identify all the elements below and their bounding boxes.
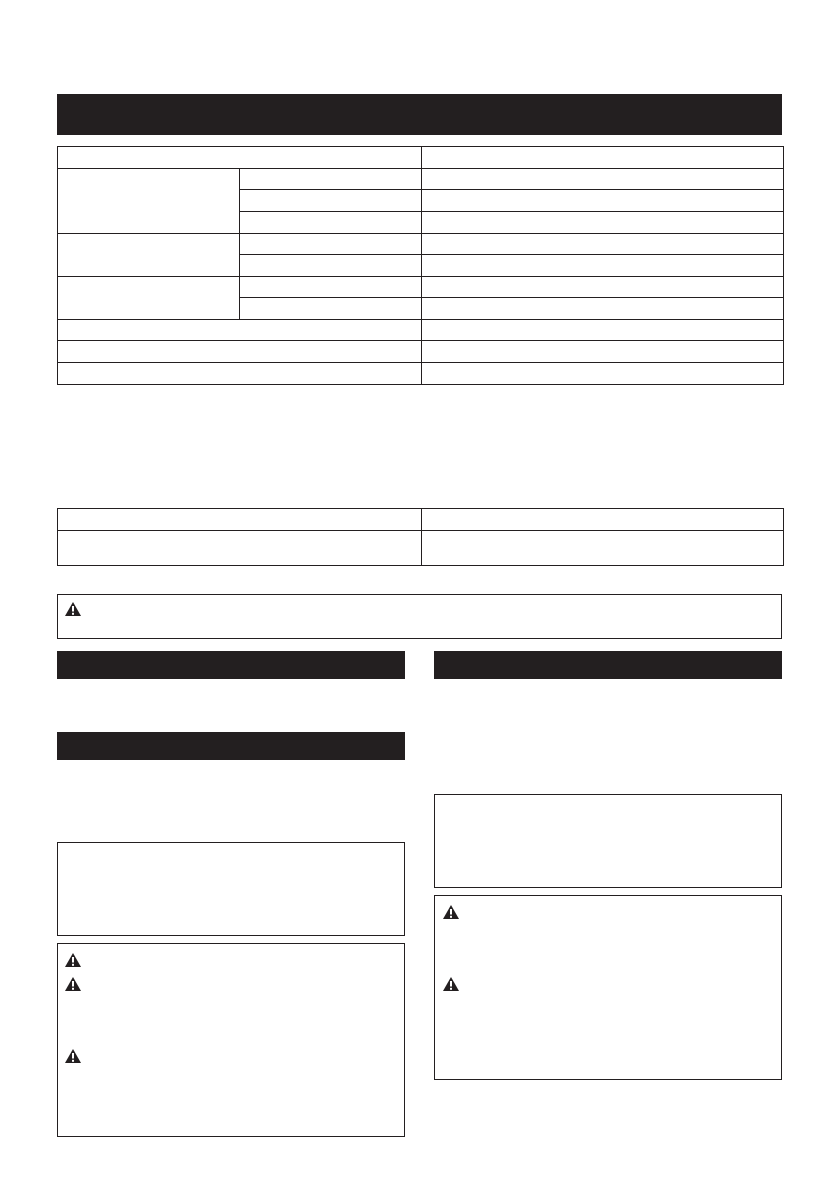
table-row — [58, 363, 784, 385]
left-warning-box — [57, 943, 405, 1137]
right-section-header — [434, 651, 782, 679]
table-row — [58, 234, 784, 255]
left-note-box — [57, 842, 405, 936]
spec-value — [422, 234, 784, 255]
right-warning-box — [434, 895, 782, 1080]
table-row — [58, 277, 784, 298]
spec-sub-label — [240, 169, 422, 190]
spec-sub-label — [240, 190, 422, 212]
spec-sub-label — [240, 298, 422, 320]
spec-sub-label — [240, 212, 422, 234]
secondary-label — [58, 531, 422, 566]
warning-banner — [57, 594, 782, 639]
table-row — [58, 169, 784, 190]
spec-group-label — [58, 277, 240, 320]
warning-triangle-icon — [442, 976, 460, 992]
spec-sub-label — [240, 234, 422, 255]
table-row — [58, 147, 784, 169]
warning-triangle-icon — [64, 976, 82, 992]
left-section-header-1 — [57, 651, 405, 679]
spec-group-label — [58, 169, 240, 234]
header-bar — [57, 94, 782, 135]
warning-triangle-icon — [64, 1048, 82, 1064]
specifications-table — [57, 146, 784, 385]
right-note-box — [434, 794, 782, 888]
table-row — [58, 341, 784, 363]
warning-triangle-icon — [64, 952, 82, 968]
secondary-label — [58, 509, 422, 531]
spec-label — [58, 363, 422, 385]
left-section-header-2 — [57, 732, 405, 760]
secondary-value — [422, 531, 784, 566]
spec-value — [422, 212, 784, 234]
spec-value — [422, 255, 784, 277]
spec-sub-label — [240, 255, 422, 277]
spec-group-label — [58, 234, 240, 277]
table-row — [58, 531, 784, 566]
secondary-value — [422, 509, 784, 531]
spec-label — [58, 341, 422, 363]
spec-sub-label — [240, 277, 422, 298]
spec-value — [422, 298, 784, 320]
spec-label — [58, 147, 422, 169]
spec-value — [422, 190, 784, 212]
spec-value — [422, 277, 784, 298]
spec-value — [422, 169, 784, 190]
spec-value — [422, 341, 784, 363]
spec-value — [422, 363, 784, 385]
secondary-table — [57, 508, 784, 566]
warning-triangle-icon — [442, 904, 460, 920]
table-row — [58, 509, 784, 531]
table-row — [58, 320, 784, 341]
spec-value — [422, 147, 784, 169]
spec-value — [422, 320, 784, 341]
warning-triangle-icon — [64, 601, 82, 617]
spec-label — [58, 320, 422, 341]
